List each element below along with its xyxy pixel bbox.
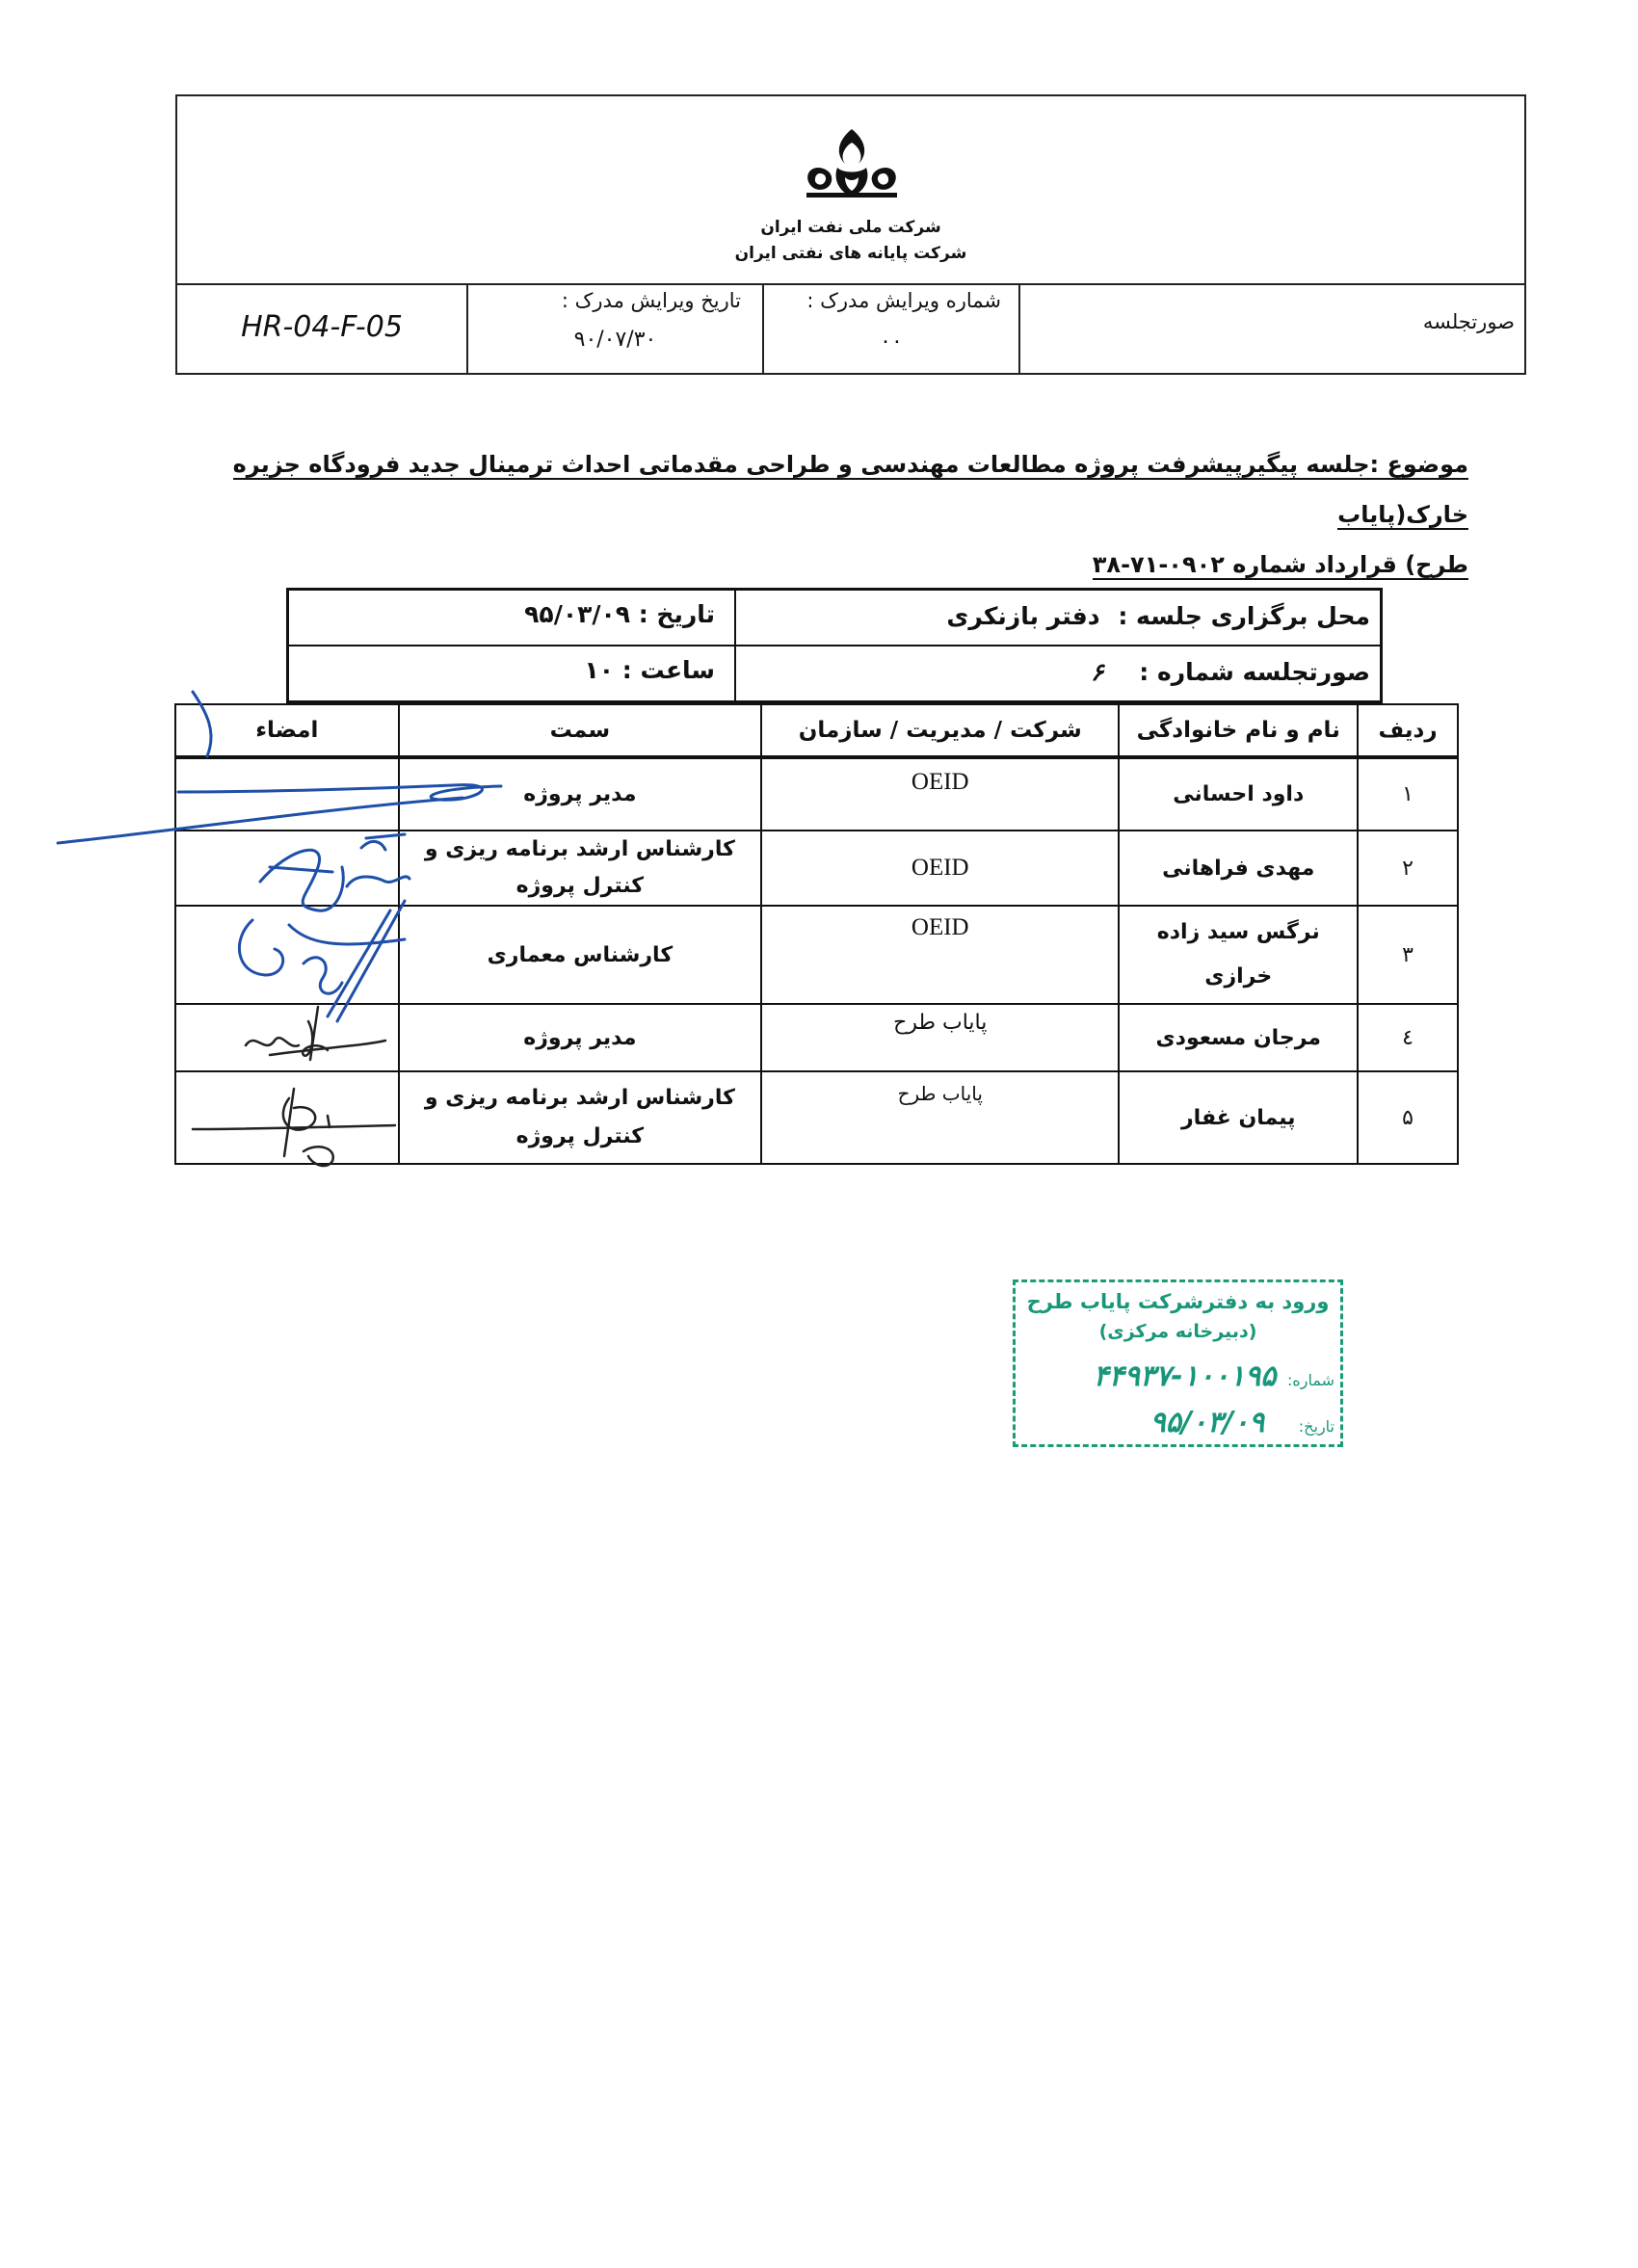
row-org: پایاب طرح: [761, 1071, 1119, 1164]
row-name: مهدی فراهانی: [1119, 831, 1358, 906]
row-org: پایاب طرح: [761, 1004, 1119, 1071]
stamp-title: ورود به دفترشرکت پایاب طرح: [1026, 1290, 1330, 1313]
receipt-stamp: [1013, 1279, 1343, 1447]
row-index: ۲: [1358, 831, 1458, 906]
col-header-position: سمت: [399, 704, 761, 757]
stamp-date: [1016, 1406, 1340, 1439]
col-header-name: نام و نام خانوادگی: [1119, 704, 1358, 757]
revision-date-value: ۹۰/۰۷/۳۰: [573, 328, 657, 352]
row-position: کارشناس معماری: [399, 906, 761, 1004]
row-org: OEID: [761, 906, 1119, 1004]
doc-title: صورتجلسه: [1422, 310, 1515, 333]
stamp-number: [1016, 1359, 1340, 1393]
row-org: OEID: [761, 757, 1119, 831]
row-org: OEID: [761, 831, 1119, 906]
row-name: مرجان مسعودی: [1119, 1004, 1358, 1071]
subject-line-1: موضوع :جلسه پیگیرپیشرفت پروژه مطالعات مهندسی و طراحی مقدماتی احداث ترمینال جدید فرودگاه جزیره خارک(پایاب: [232, 451, 1468, 528]
row-position: کارشناس ارشد برنامه ریزی و کنترل پروژه: [399, 831, 761, 906]
row-index: ۳: [1358, 906, 1458, 1004]
stamp-number-value: ۱۰۰۱۹۵-۴۴۹۳۷: [1093, 1359, 1277, 1393]
stamp-number-label: شماره:: [1286, 1371, 1334, 1389]
revision-number-label: شماره ویرایش مدرک :: [806, 289, 1001, 312]
stamp-date-value: ۹۵/۰۳/۰۹: [1149, 1406, 1265, 1439]
meeting-date-label: تاریخ :: [638, 600, 715, 628]
col-header-org: شرکت / مدیریت / سازمان: [761, 704, 1119, 757]
signature-2: [260, 834, 410, 910]
minutes-number-label: صورتجلسه شماره :: [1139, 658, 1370, 686]
revision-number-value: ۰۰: [880, 330, 903, 354]
meeting-date-value: ۹۵/۰۳/۰۹: [524, 600, 630, 628]
meeting-time-label: ساعت :: [621, 656, 715, 684]
meeting-time-value: ۱۰: [584, 656, 615, 684]
row-position: کارشناس ارشد برنامه ریزی و کنترل پروژه: [399, 1071, 761, 1164]
row-index: ۵: [1358, 1071, 1458, 1164]
col-header-index: ردیف: [1358, 704, 1458, 757]
stamp-subtitle: (دبیرخانه مرکزی): [1098, 1321, 1257, 1342]
row-index: ٤: [1358, 1004, 1458, 1071]
meeting-place-value: دفتر بازنکری: [946, 602, 1100, 630]
row-position: مدیر پروژه: [399, 1004, 761, 1071]
col-header-signature: امضاء: [175, 704, 399, 757]
revision-date-label: تاریخ ویرایش مدرک :: [561, 289, 741, 312]
minutes-number-value: ۶: [1091, 658, 1104, 686]
signature-1: [58, 692, 501, 843]
signature-3: [239, 901, 405, 1021]
stamp-date-label: تاریخ:: [1298, 1417, 1334, 1436]
signature-5: [193, 1089, 395, 1166]
row-name: پیمان غفار: [1119, 1071, 1358, 1164]
row-name: داود احسانی: [1119, 757, 1358, 831]
form-code: HR-04-F-05: [241, 310, 403, 344]
row-name: نرگس سید زاده خرازی: [1119, 906, 1358, 1004]
row-position: مدیر پروژه: [399, 757, 761, 831]
company-name-2: شرکت پایانه های نفتی ایران: [734, 244, 967, 263]
company-name-1: شرکت ملی نفت ایران: [760, 218, 941, 237]
subject-line-2: طرح) قرارداد شماره ۰۹۰۲-۷۱-۳۸: [1092, 551, 1468, 578]
signature-4: [246, 1007, 385, 1060]
meeting-place-label: محل برگزاری جلسه :: [1118, 602, 1370, 630]
row-index: ۱: [1358, 757, 1458, 831]
